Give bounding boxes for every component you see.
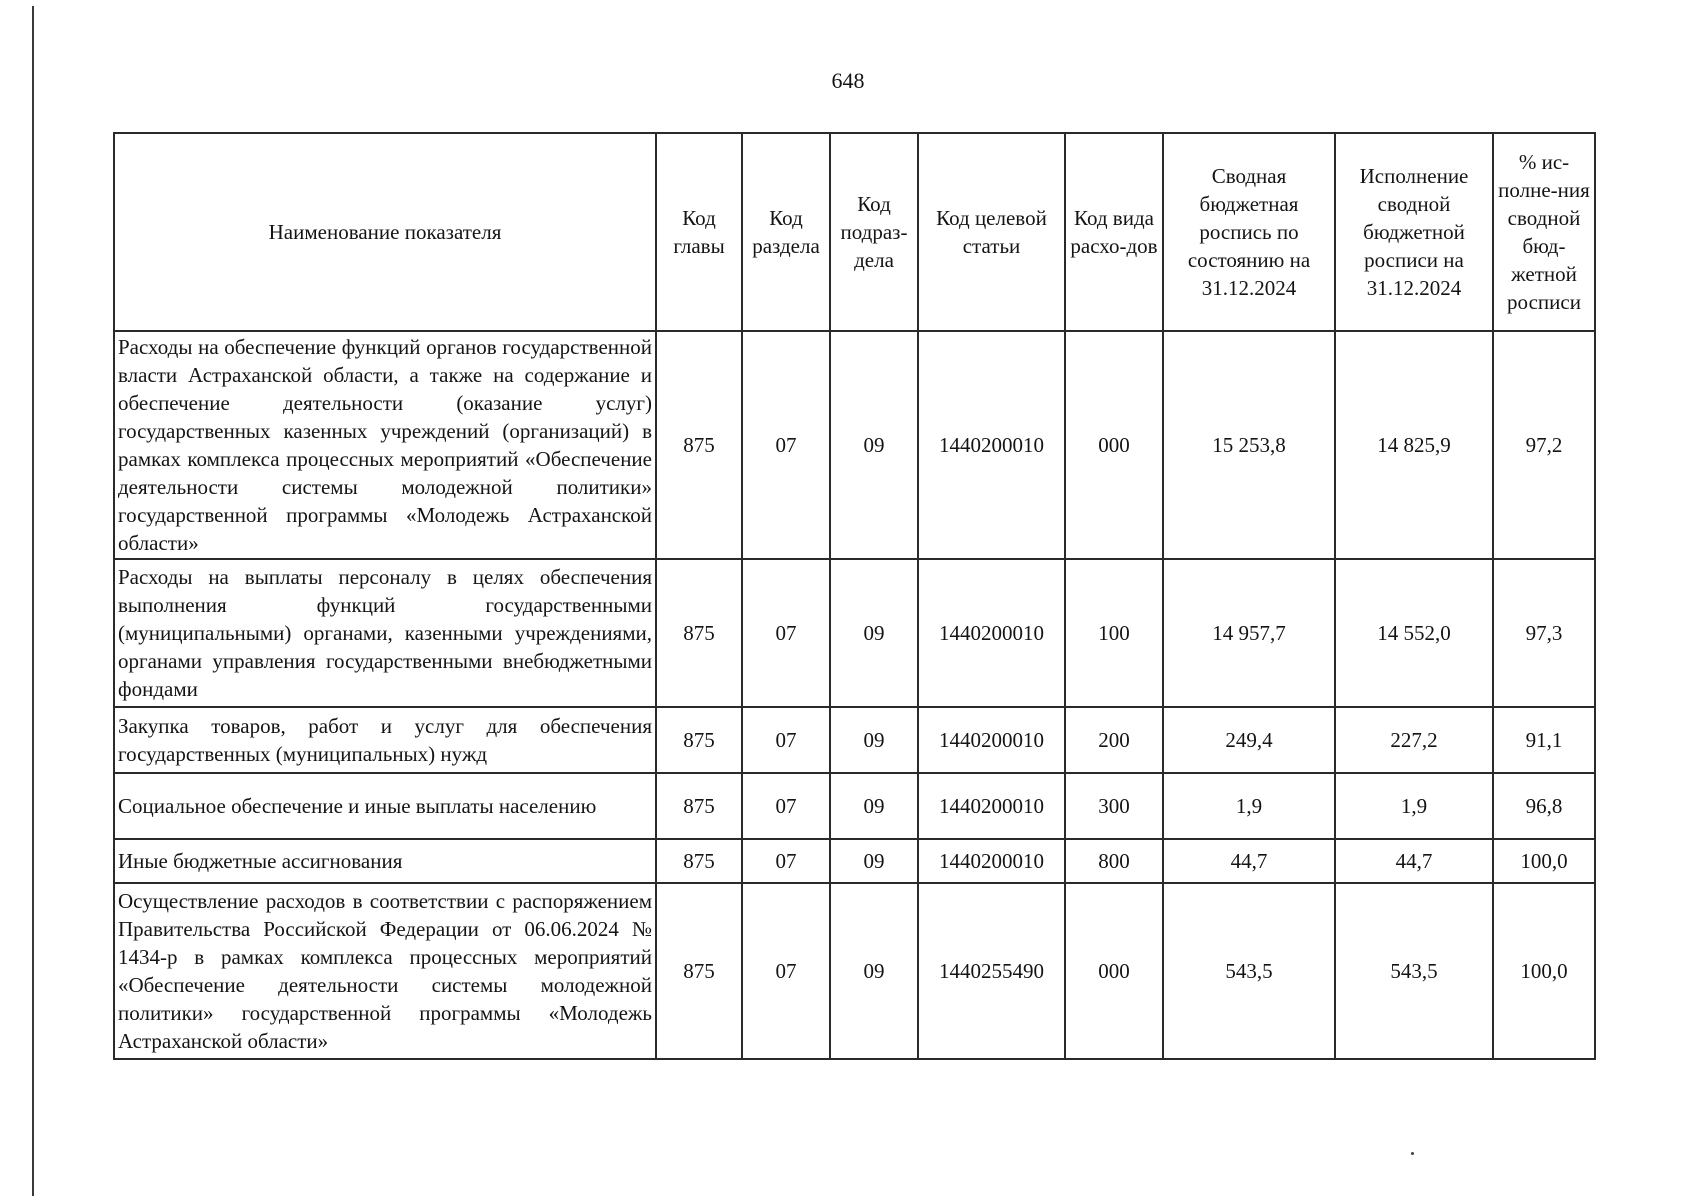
header-chapter-code: Код главы (656, 133, 742, 331)
page-number: 648 (831, 68, 865, 93)
row-section-code: 07 (742, 773, 830, 839)
row-chapter-code: 875 (656, 707, 742, 773)
table-body (114, 331, 1595, 1059)
header-row (114, 133, 1595, 331)
row-execution-percent: 100,0 (1493, 839, 1595, 883)
header-subsection-code: Код подраз-дела (830, 133, 918, 331)
row-execution-percent: 97,3 (1493, 559, 1595, 707)
row-target-article-code: 1440200010 (918, 707, 1065, 773)
row-subsection-code: 09 (830, 773, 918, 839)
row-budget-plan: 1,9 (1163, 773, 1335, 839)
header-budget-plan: Сводная бюджетная роспись по состоянию на 31.12.2024 (1163, 133, 1335, 331)
row-expense-type-code: 100 (1065, 559, 1163, 707)
row-subsection-code: 09 (830, 559, 918, 707)
row-budget-execution: 14 552,0 (1335, 559, 1493, 707)
row-chapter-code: 875 (656, 773, 742, 839)
row-target-article-code: 1440200010 (918, 559, 1065, 707)
table-row (114, 883, 1595, 1059)
row-target-article-code: 1440200010 (918, 773, 1065, 839)
header-expense-type-code: Код вида расхо-дов (1065, 133, 1163, 331)
budget-execution-table (113, 132, 1596, 1060)
row-chapter-code: 875 (656, 559, 742, 707)
row-expense-type-code: 800 (1065, 839, 1163, 883)
row-section-code: 07 (742, 707, 830, 773)
row-section-code: 07 (742, 559, 830, 707)
row-budget-execution: 543,5 (1335, 883, 1493, 1059)
row-budget-plan: 15 253,8 (1163, 331, 1335, 559)
table-row (114, 839, 1595, 883)
header-target-article-code: Код целевой статьи (918, 133, 1065, 331)
row-budget-plan: 543,5 (1163, 883, 1335, 1059)
header-indicator-name: Наименование показателя (114, 133, 656, 331)
header-budget-execution: Исполнение сводной бюджетной росписи на 31.12.2024 (1335, 133, 1493, 331)
row-execution-percent: 91,1 (1493, 707, 1595, 773)
stray-dot (1411, 1152, 1414, 1155)
header-execution-percent: % ис-полне-ния сводной бюд-жетной росписи (1493, 133, 1595, 331)
row-subsection-code: 09 (830, 839, 918, 883)
row-indicator-name: Расходы на выплаты персоналу в целях обеспечения выполнения функций государственными (муниципальными) органами, казенными учреждениями, органами управления государственными внебюджетными фондами (114, 559, 656, 707)
row-budget-execution: 44,7 (1335, 839, 1493, 883)
row-target-article-code: 1440200010 (918, 839, 1065, 883)
row-chapter-code: 875 (656, 839, 742, 883)
row-section-code: 07 (742, 331, 830, 559)
row-indicator-name: Осуществление расходов в соответствии с распоряжением Правительства Российской Федерации от 06.06.2024 № 1434-р в рамках комплекса процессных мероприятий «Обеспечение деятельности системы молодежной политики» государственной программы «Молодежь Астраханской области» (114, 883, 656, 1059)
row-section-code: 07 (742, 883, 830, 1059)
row-target-article-code: 1440255490 (918, 883, 1065, 1059)
row-budget-execution: 14 825,9 (1335, 331, 1493, 559)
binding-margin-line (32, 6, 34, 1196)
row-budget-plan: 44,7 (1163, 839, 1335, 883)
table-header (114, 133, 1595, 331)
row-indicator-name: Иные бюджетные ассигнования (114, 839, 656, 883)
row-expense-type-code: 000 (1065, 331, 1163, 559)
row-subsection-code: 09 (830, 331, 918, 559)
row-expense-type-code: 000 (1065, 883, 1163, 1059)
row-chapter-code: 875 (656, 883, 742, 1059)
row-budget-execution: 1,9 (1335, 773, 1493, 839)
row-target-article-code: 1440200010 (918, 331, 1065, 559)
header-section-code: Код раздела (742, 133, 830, 331)
row-budget-execution: 227,2 (1335, 707, 1493, 773)
row-subsection-code: 09 (830, 707, 918, 773)
row-indicator-name: Социальное обеспечение и иные выплаты населению (114, 773, 656, 839)
row-subsection-code: 09 (830, 883, 918, 1059)
row-expense-type-code: 200 (1065, 707, 1163, 773)
row-execution-percent: 96,8 (1493, 773, 1595, 839)
table-row (114, 331, 1595, 559)
row-indicator-name: Расходы на обеспечение функций органов государственной власти Астраханской области, а также на содержание и обеспечение деятельности (оказание услуг) государственных казенных учреждений (организаций) в рамках комплекса процессных мероприятий «Обеспечение деятельности системы молодежной политики» государственной программы «Молодежь Астраханской области» (114, 331, 656, 559)
row-budget-plan: 14 957,7 (1163, 559, 1335, 707)
table-row (114, 707, 1595, 773)
row-execution-percent: 97,2 (1493, 331, 1595, 559)
row-section-code: 07 (742, 839, 830, 883)
table-row (114, 773, 1595, 839)
row-chapter-code: 875 (656, 331, 742, 559)
row-expense-type-code: 300 (1065, 773, 1163, 839)
row-execution-percent: 100,0 (1493, 883, 1595, 1059)
row-budget-plan: 249,4 (1163, 707, 1335, 773)
table-row (114, 559, 1595, 707)
row-indicator-name: Закупка товаров, работ и услуг для обеспечения государственных (муниципальных) нужд (114, 707, 656, 773)
